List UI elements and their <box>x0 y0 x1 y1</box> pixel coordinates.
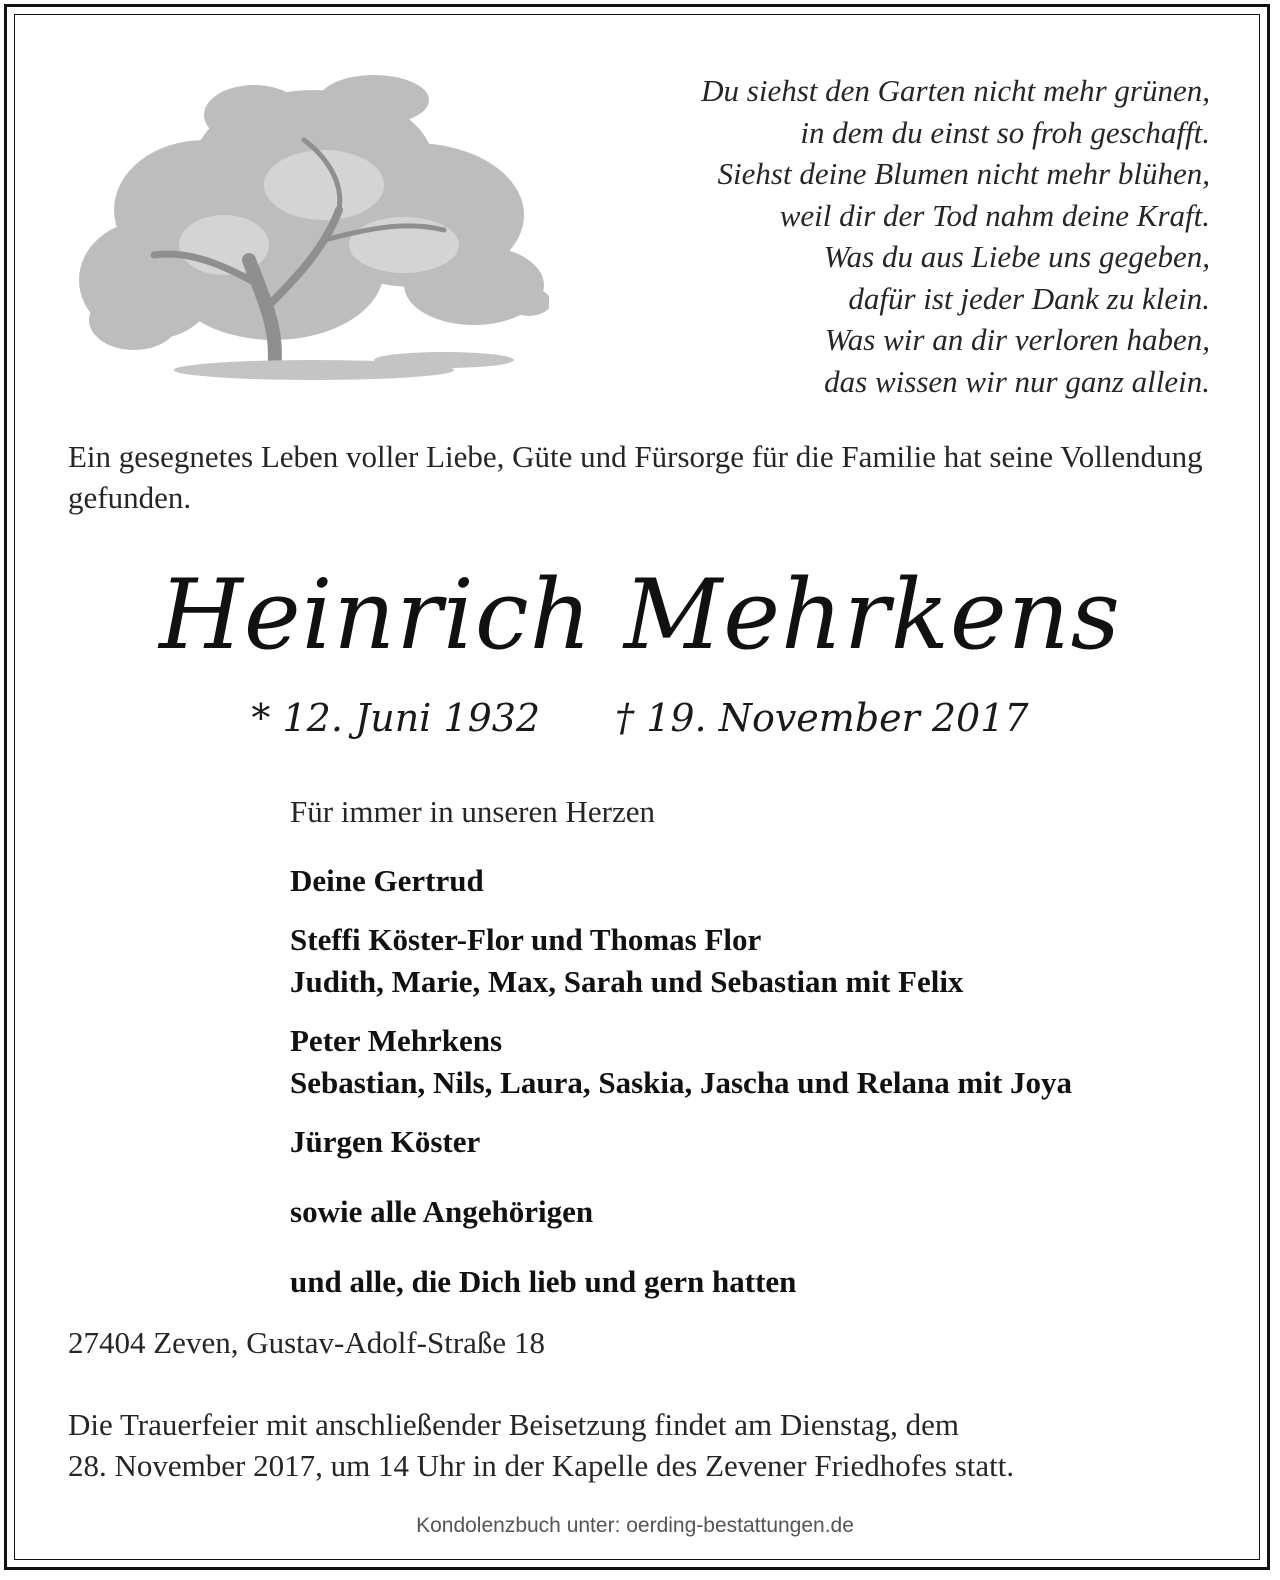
mourner-line: Peter Mehrkens <box>290 1023 503 1058</box>
mourner-line: sowie alle Angehörigen <box>290 1194 594 1229</box>
mourner-group <box>290 860 1250 902</box>
mourner-line: Judith, Marie, Max, Sarah und Sebastian mit Felix <box>290 964 964 999</box>
tree-illustration <box>74 70 549 390</box>
mourner-line: Sebastian, Nils, Laura, Saskia, Jascha und Relana mit Joya <box>290 1065 1073 1100</box>
poem-line: weil dir der Tod nahm deine Kraft. <box>779 197 1210 233</box>
poem <box>570 70 1210 402</box>
service-line: 28. November 2017, um 14 Uhr in der Kapelle des Zevener Friedhofes statt. <box>68 1448 1015 1483</box>
mourner-line: Jürgen Köster <box>290 1124 481 1159</box>
poem-line: in dem du einst so froh geschafft. <box>800 114 1210 150</box>
service-line: Die Trauerfeier mit anschließender Beisetzung findet am Dienstag, dem <box>68 1407 959 1442</box>
mourner-group <box>290 1191 1250 1233</box>
intro-text: Ein gesegnetes Leben voller Liebe, Güte und Fürsorge für die Familie hat seine Vollendung gefunden. <box>68 439 1203 515</box>
death-date: † 19. November 2017 <box>615 696 1029 740</box>
poem-line: Siehst deine Blumen nicht mehr blühen, <box>717 156 1210 191</box>
service-notice <box>68 1404 1218 1486</box>
condolence-footer: Kondolenzbuch unter: oerding-bestattungen.de <box>416 1514 854 1537</box>
mourner-group <box>290 1020 1250 1104</box>
mourner-line: und alle, die Dich lieb und gern hatten <box>290 1264 797 1299</box>
life-dates <box>0 693 1280 743</box>
mourner-line: Steffi Köster-Flor und Thomas Flor <box>290 922 762 957</box>
forever-line: Für immer in unseren Herzen <box>290 794 655 829</box>
mourner-group <box>290 1121 1250 1163</box>
poem-line: Was wir an dir verloren haben, <box>824 322 1210 357</box>
mourners-list <box>290 860 1250 1320</box>
address: 27404 Zeven, Gustav-Adolf-Straße 18 <box>68 1325 545 1360</box>
poem-line: Du siehst den Garten nicht mehr grünen, <box>701 73 1210 108</box>
mourner-group <box>290 1261 1250 1303</box>
birth-date: * 12. Juni 1932 <box>251 696 541 740</box>
poem-line: Was du aus Liebe uns gegeben, <box>823 239 1210 274</box>
mourner-group <box>290 919 1250 1003</box>
mourner-line: Deine Gertrud <box>290 863 484 898</box>
poem-line: das wissen wir nur ganz allein. <box>824 363 1210 399</box>
poem-line: dafür ist jeder Dank zu klein. <box>848 280 1210 316</box>
deceased-name: Heinrich Mehrkens <box>159 559 1121 671</box>
